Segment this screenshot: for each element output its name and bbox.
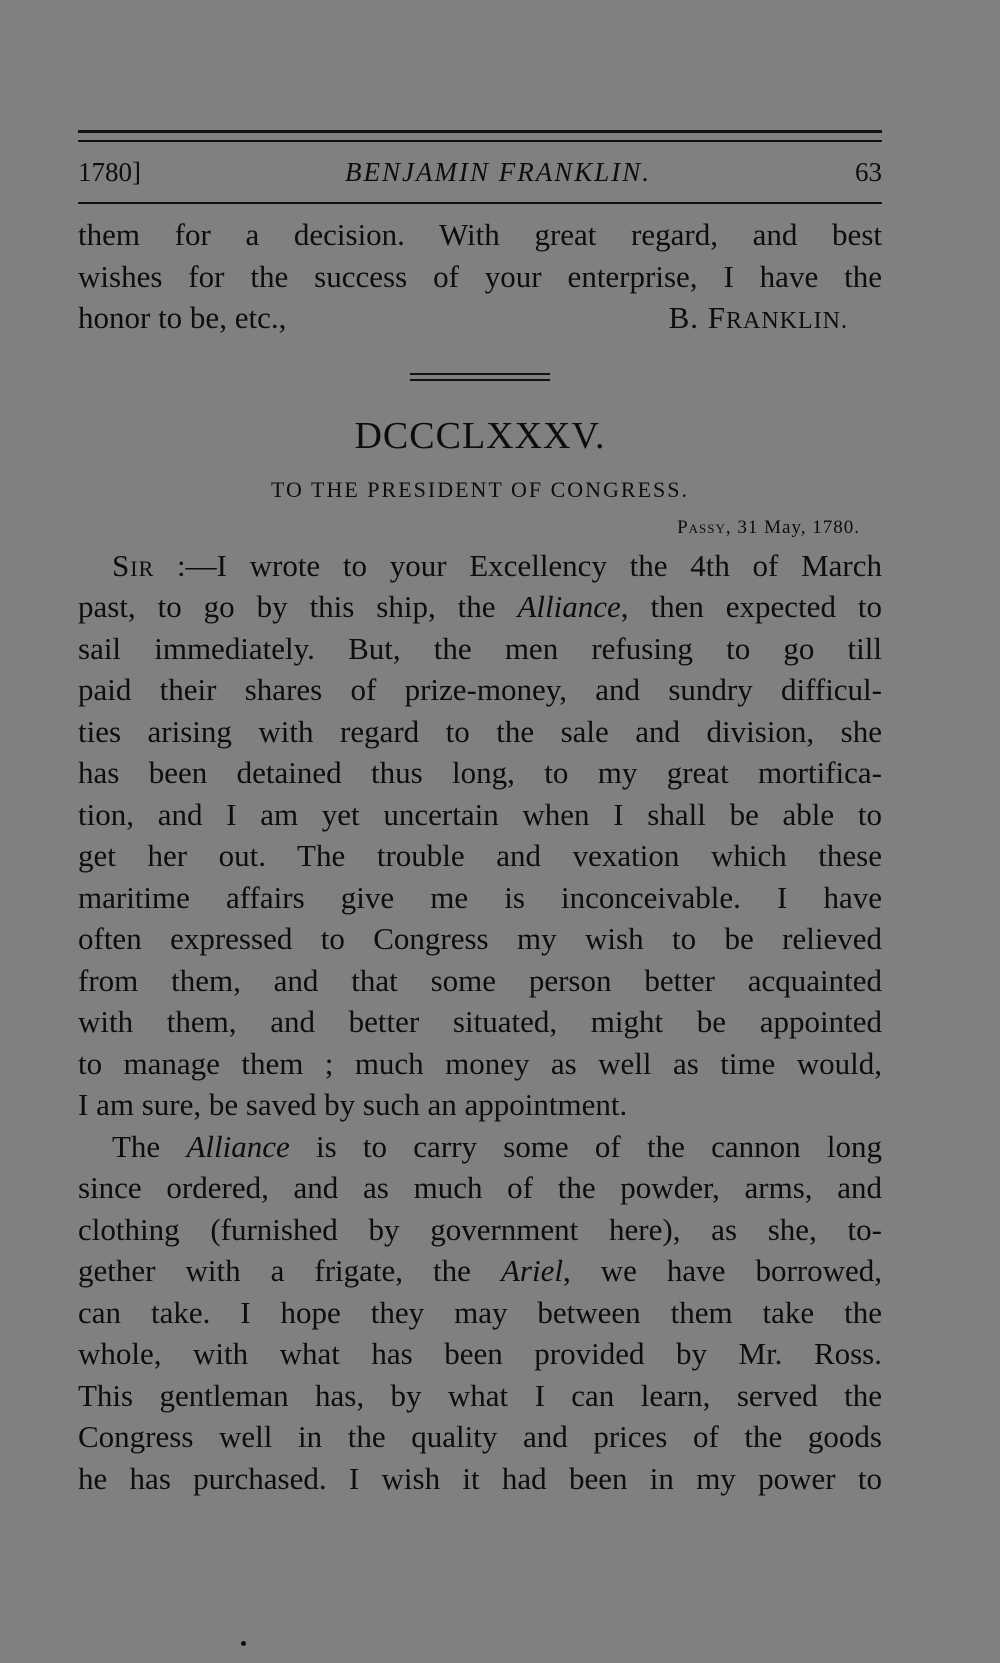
text-line: ties arising with regard to the sale and division, she: [78, 713, 882, 749]
text-line: can take. I hope they may between them take the: [78, 1294, 882, 1330]
ship-name: Alliance: [186, 1128, 290, 1164]
closing: honor to be, etc.,: [78, 300, 287, 335]
text-line: I am sure, be saved by such an appointment.: [78, 1087, 628, 1122]
text-line: them for a decision. With great regard, and best: [78, 217, 882, 252]
letter-recipient: TO THE PRESIDENT OF CONGRESS.: [270, 476, 689, 502]
text-line: past, to go by this ship, the Alliance, then expected to: [78, 589, 882, 624]
text-line: Sir :—I wrote to your Excellency the 4th of March: [112, 547, 882, 583]
text-line: whole, with what has been provided by Mr. Ross.: [78, 1336, 882, 1371]
running-head: [78, 142, 882, 202]
text-line: often expressed to Congress my wish to be relieved: [78, 921, 882, 956]
letter-date: 31 May, 1780.: [737, 516, 860, 538]
paragraph-1: [78, 545, 882, 1126]
text-line: with them, and better situated, might be appointed: [78, 1004, 882, 1039]
text-line: The Alliance is to carry some of the cannon long: [112, 1128, 882, 1164]
page-number: 63: [854, 157, 882, 187]
text-line: sail immediately. But, the men refusing to go till: [78, 630, 882, 666]
text-line: paid their shares of prize-money, and sundry difficul-: [78, 672, 882, 707]
book-page: [78, 130, 882, 1499]
header-title: BENJAMIN FRANKLIN.: [345, 157, 651, 187]
text-line: from them, and that some person better acquainted: [78, 962, 882, 998]
text-line: wishes for the success of your enterprise, I have the: [78, 258, 882, 294]
text-line: maritime affairs give me is inconceivable. I have: [78, 879, 882, 915]
letter-number: DCCCLXXXV.: [354, 414, 606, 457]
text-line: to manage them ; much money as well as time would,: [78, 1045, 882, 1081]
text-line: gether with a frigate, the Ariel, we have borrowed,: [78, 1253, 882, 1288]
section-divider: [410, 373, 550, 381]
paragraph-2: [78, 1126, 882, 1500]
text-line: get her out. The trouble and vexation which these: [78, 838, 882, 873]
text-line: tion, and I am yet uncertain when I shall be able to: [78, 796, 882, 832]
header-rule: [78, 202, 882, 204]
text-line: This gentleman has, by what I can learn, served the: [78, 1377, 882, 1413]
salutation: Sir: [112, 547, 155, 583]
scan-speck: [241, 1641, 246, 1646]
header-year: 1780]: [78, 157, 141, 187]
signature: B. FRANKLIN.: [668, 300, 848, 335]
closing-line: [78, 297, 882, 343]
letter-dateline: [78, 511, 882, 545]
text-line: has been detained thus long, to my great mortifica-: [78, 755, 882, 790]
text-line: he has purchased. I wish it had been in my power to: [78, 1460, 882, 1496]
letter-place: Passy,: [677, 516, 732, 538]
text-line: clothing (furnished by government here), as she, to-: [78, 1211, 882, 1247]
text-line: since ordered, and as much of the powder, arms, and: [78, 1170, 882, 1205]
text-line: Congress well in the quality and prices of the goods: [78, 1419, 882, 1454]
top-rule: [78, 130, 882, 133]
intro-text: [78, 214, 882, 343]
